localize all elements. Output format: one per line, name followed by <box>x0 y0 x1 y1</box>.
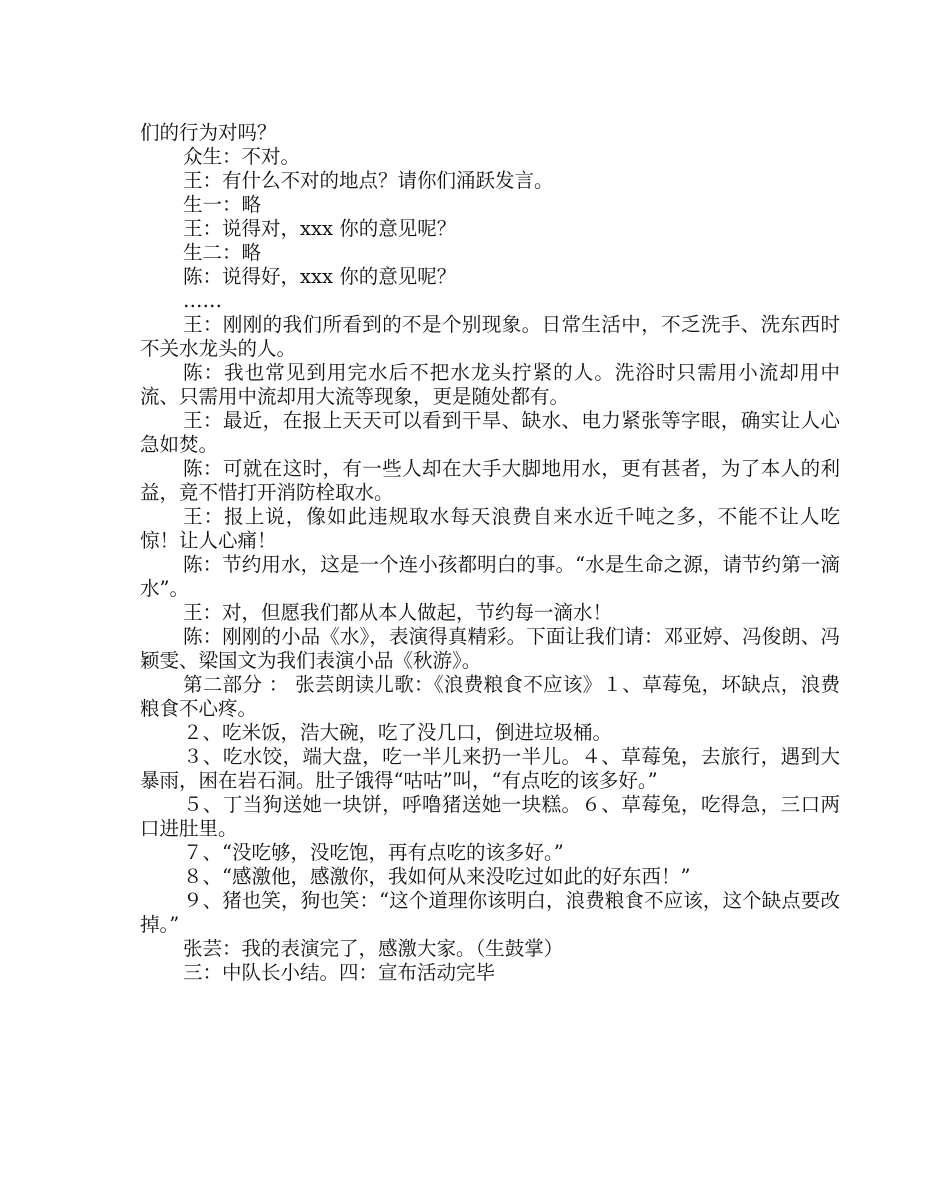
paragraph: 王：报上说，像如此违规取水每天浪费自来水近千吨之多，不能不让人吃惊！让人心痛！ <box>140 505 840 552</box>
paragraph: 众生：不对。 <box>183 145 301 168</box>
paragraph: ８、“感激他，感激你，我如何从来没吃过如此的好东西！” <box>183 865 691 888</box>
paragraph: 们的行为对吗？ <box>140 121 277 144</box>
paragraph: 张芸：我的表演完了，感激大家。（生鼓掌） <box>183 937 564 960</box>
paragraph: 陈：说得好，xxx 你的意见呢？ <box>183 265 457 288</box>
paragraph: ７、“没吃够，没吃饱，再有点吃的该多好。” <box>183 841 564 864</box>
paragraph: 三：中队长小结。四：宣布活动完毕 <box>183 961 496 984</box>
paragraph: …… <box>183 289 222 312</box>
paragraph: 陈：节约用水，这是一个连小孩都明白的事。“水是生命之源，请节约第一滴水”。 <box>140 553 840 600</box>
paragraph: 陈：我也常见到用完水后不把水龙头拧紧的人。洗浴时只需用小流却用中流、只需用中流却用大流等现象，更是随处都有。 <box>140 361 840 408</box>
document-body <box>140 121 840 985</box>
paragraph: 王：刚刚的我们所看到的不是个别现象。日常生活中，不乏洗手、洗东西时不关水龙头的人。 <box>140 313 840 360</box>
paragraph: 王：说得对，xxx 你的意见呢？ <box>183 217 457 240</box>
paragraph: 生一：略 <box>183 193 262 216</box>
paragraph: 生二：略 <box>183 241 262 264</box>
paragraph: 王：最近，在报上天天可以看到干旱、缺水、电力紧张等字眼，确实让人心急如焚。 <box>140 409 840 456</box>
paragraph: 王：有什么不对的地点？请你们涌跃发言。 <box>183 169 554 192</box>
paragraph: ２、吃米饭，浩大碗，吃了没几口，倒进垃圾桶。 <box>183 721 613 744</box>
paragraph: ３、吃水饺，端大盘，吃一半儿来扔一半儿。４、草莓兔，去旅行，遇到大暴雨，困在岩石洞。肚子饿得“咕咕”叫，“有点吃的该多好。” <box>140 745 840 792</box>
paragraph: ５、丁当狗送她一块饼，呼噜猪送她一块糕。６、草莓兔，吃得急，三口两口进肚里。 <box>140 793 840 840</box>
paragraph: 王：对，但愿我们都从本人做起，节约每一滴水！ <box>183 601 613 624</box>
paragraph: 陈：可就在这时，有一些人却在大手大脚地用水，更有甚者，为了本人的利益，竟不惜打开消防栓取水。 <box>140 457 840 504</box>
paragraph: 陈：刚刚的小品《水》，表演得真精彩。下面让我们请：邓亚婷、冯俊朗、冯颖雯、梁国文为我们表演小品《秋游》。 <box>140 625 840 672</box>
paragraph: ９、猪也笑，狗也笑：“这个道理你该明白，浪费粮食不应该，这个缺点要改掉。” <box>140 889 840 936</box>
paragraph: 第二部分 ： 张芸朗读儿歌：《浪费粮食不应该》１、草莓兔，坏缺点，浪费粮食不心疼。 <box>140 673 840 720</box>
